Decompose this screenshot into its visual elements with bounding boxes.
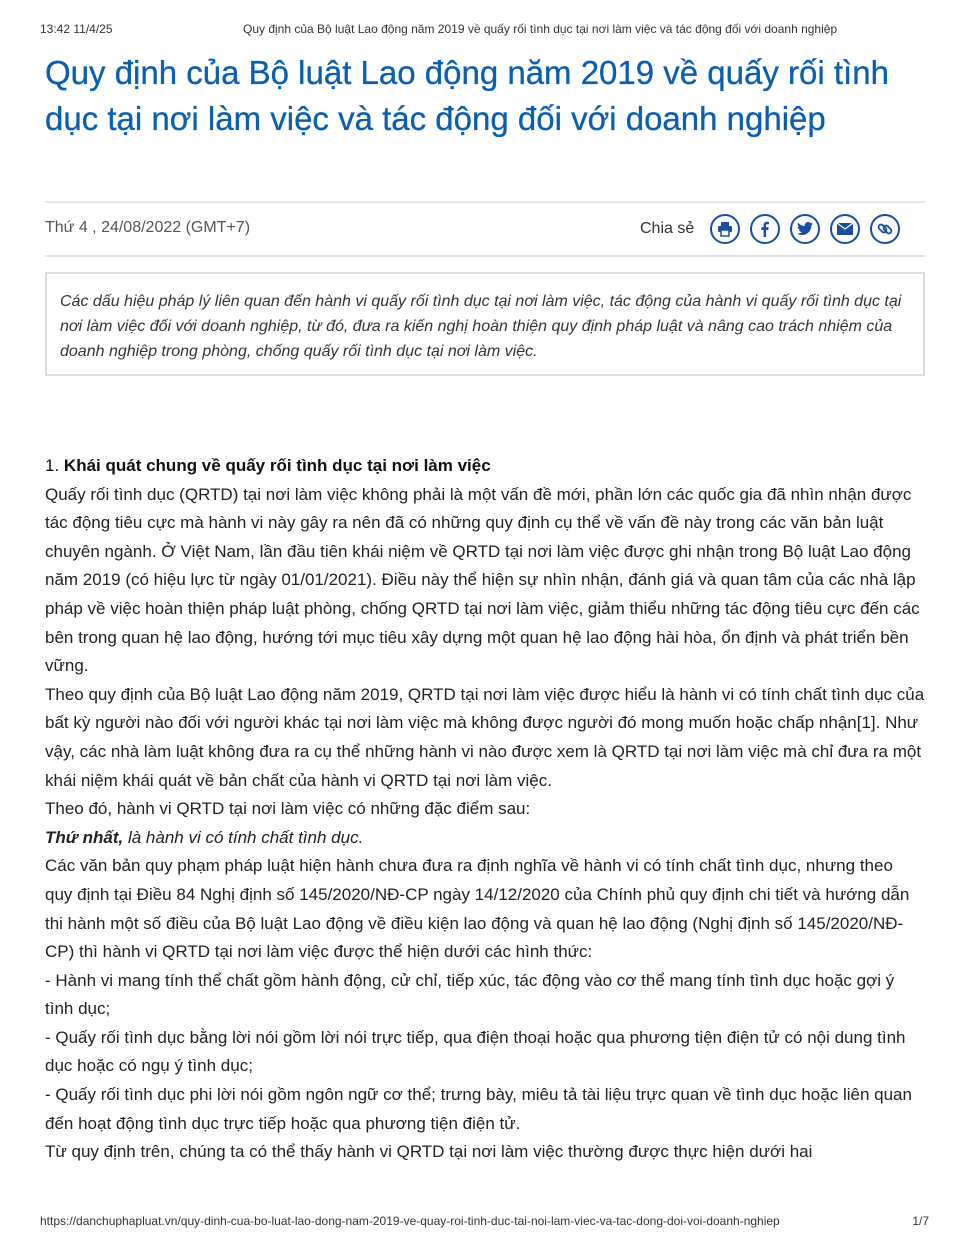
section-heading: 1. Khái quát chung về quấy rối tình dục tại nơi làm việc — [45, 456, 491, 475]
page-number: 1/7 — [912, 1214, 929, 1228]
list-item: - Hành vi mang tính thể chất gồm hành động, cử chỉ, tiếp xúc, tác động vào cơ thể mang tính tình dục hoặc gợi ý tình dục; — [45, 970, 895, 1019]
paragraph: Các văn bản quy phạm pháp luật hiện hành chưa đưa ra định nghĩa về hành vi có tính chất tình dục, nhưng theo quy định tại Điều 84 Nghị định số 145/2020/NĐ-CP ngày 14/12/2020 của Chính phủ quy định chi tiết và hướng dẫn thi hành một số điều của Bộ luật Lao động về điều kiện lao động và quan hệ lao động (Nghị định số 145/2020/NĐ-CP) thì hành vi QRTD tại nơi làm việc được thể hiện dưới các hình thức: — [45, 856, 910, 962]
twitter-icon[interactable] — [790, 214, 820, 244]
print-url: https://danchuphapluat.vn/quy-dinh-cua-bo-luat-lao-dong-nam-2019-ve-quay-roi-tinh-duc-tai-noi-lam-viec-va-tac-dong-doi-voi-doanh-nghiep — [40, 1214, 780, 1228]
share-bar — [640, 212, 910, 246]
paragraph: Theo đó, hành vi QRTD tại nơi làm việc có những đặc điểm sau: — [45, 799, 531, 819]
print-timestamp: 13:42 11/4/25 — [40, 22, 113, 36]
print-header — [40, 22, 929, 38]
facebook-icon[interactable] — [750, 214, 780, 244]
print-footer — [40, 1214, 929, 1230]
print-page-title: Quy định của Bộ luật Lao động năm 2019 về quấy rối tình dục tại nơi làm việc và tác động đối với doanh nghiệp — [243, 22, 838, 36]
article-body — [45, 452, 925, 1167]
link-icon[interactable] — [870, 214, 900, 244]
divider — [45, 255, 925, 257]
article-summary: Các dấu hiệu pháp lý liên quan đến hành vi quấy rối tình dục tại nơi làm việc, tác động của hành vi quấy rối tình dục tại nơi làm việc đối với doanh nghiệp, từ đó, đưa ra kiến nghị hoàn thiện quy định pháp luật và nâng cao trách nhiệm của doanh nghiệp trong phòng, chống quấy rối tình dục tại nơi làm việc. — [45, 272, 925, 376]
paragraph: Quấy rối tình dục (QRTD) tại nơi làm việc không phải là một vấn đề mới, phần lớn các quốc gia đã nhìn nhận được tác động tiêu cực mà hành vi này gây ra nên đã có những quy định cụ thể về vấn đề này trong các văn bản luật chuyên ngành. Ở Việt Nam, lần đầu tiên khái niệm về QRTD tại nơi làm việc được ghi nhận trong Bộ luật Lao động năm 2019 (có hiệu lực từ ngày 01/01/2021). Điều này thể hiện sự nhìn nhận, đánh giá và quan tâm của các nhà lập pháp về việc hoàn thiện pháp luật phòng, chống QRTD tại nơi làm việc, giảm thiểu những tác động tiêu cực đến các bên trong quan hệ lao động, hướng tới mục tiêu xây dựng một quan hệ lao động hài hòa, ổn định và phát triển bền vững. — [45, 484, 920, 676]
email-icon[interactable] — [830, 214, 860, 244]
list-item: - Quấy rối tình dục bằng lời nói gồm lời nói trực tiếp, qua điện thoại hoặc qua phương tiện điện tử có nội dung tình dục hoặc có ngụ ý tình dục; — [45, 1027, 906, 1076]
share-label: Chia sẻ — [640, 220, 695, 237]
paragraph: Theo quy định của Bộ luật Lao động năm 2019, QRTD tại nơi làm việc được hiểu là hành vi có tính chất tình dục của bất kỳ người nào đối với người khác tại nơi làm việc mà không được người đó mong muốn hoặc chấp nhận[1]. Như vậy, các nhà làm luật không đưa ra cụ thể những hành vi nào được xem là QRTD tại nơi làm việc mà chỉ đưa ra một khái niệm khái quát về bản chất của hành vi QRTD tại nơi làm việc. — [45, 684, 925, 790]
list-item: - Quấy rối tình dục phi lời nói gồm ngôn ngữ cơ thể; trưng bày, miêu tả tài liệu trực quan về tình dục hoặc liên quan đến hoạt động tình dục trực tiếp hoặc qua phương tiện điện tử. — [45, 1085, 912, 1133]
article-date: Thứ 4 , 24/08/2022 (GMT+7) — [45, 219, 251, 236]
paragraph: Từ quy định trên, chúng ta có thể thấy hành vi QRTD tại nơi làm việc thường được thực hiện dưới hai — [45, 1142, 813, 1162]
paragraph-emphasis: Thứ nhất, là hành vi có tính chất tình dục. — [45, 827, 364, 847]
article-title: Quy định của Bộ luật Lao động năm 2019 về quấy rối tình dục tại nơi làm việc và tác động đối với doanh nghiệp — [45, 54, 889, 137]
print-icon[interactable] — [710, 214, 740, 244]
divider — [45, 201, 925, 203]
